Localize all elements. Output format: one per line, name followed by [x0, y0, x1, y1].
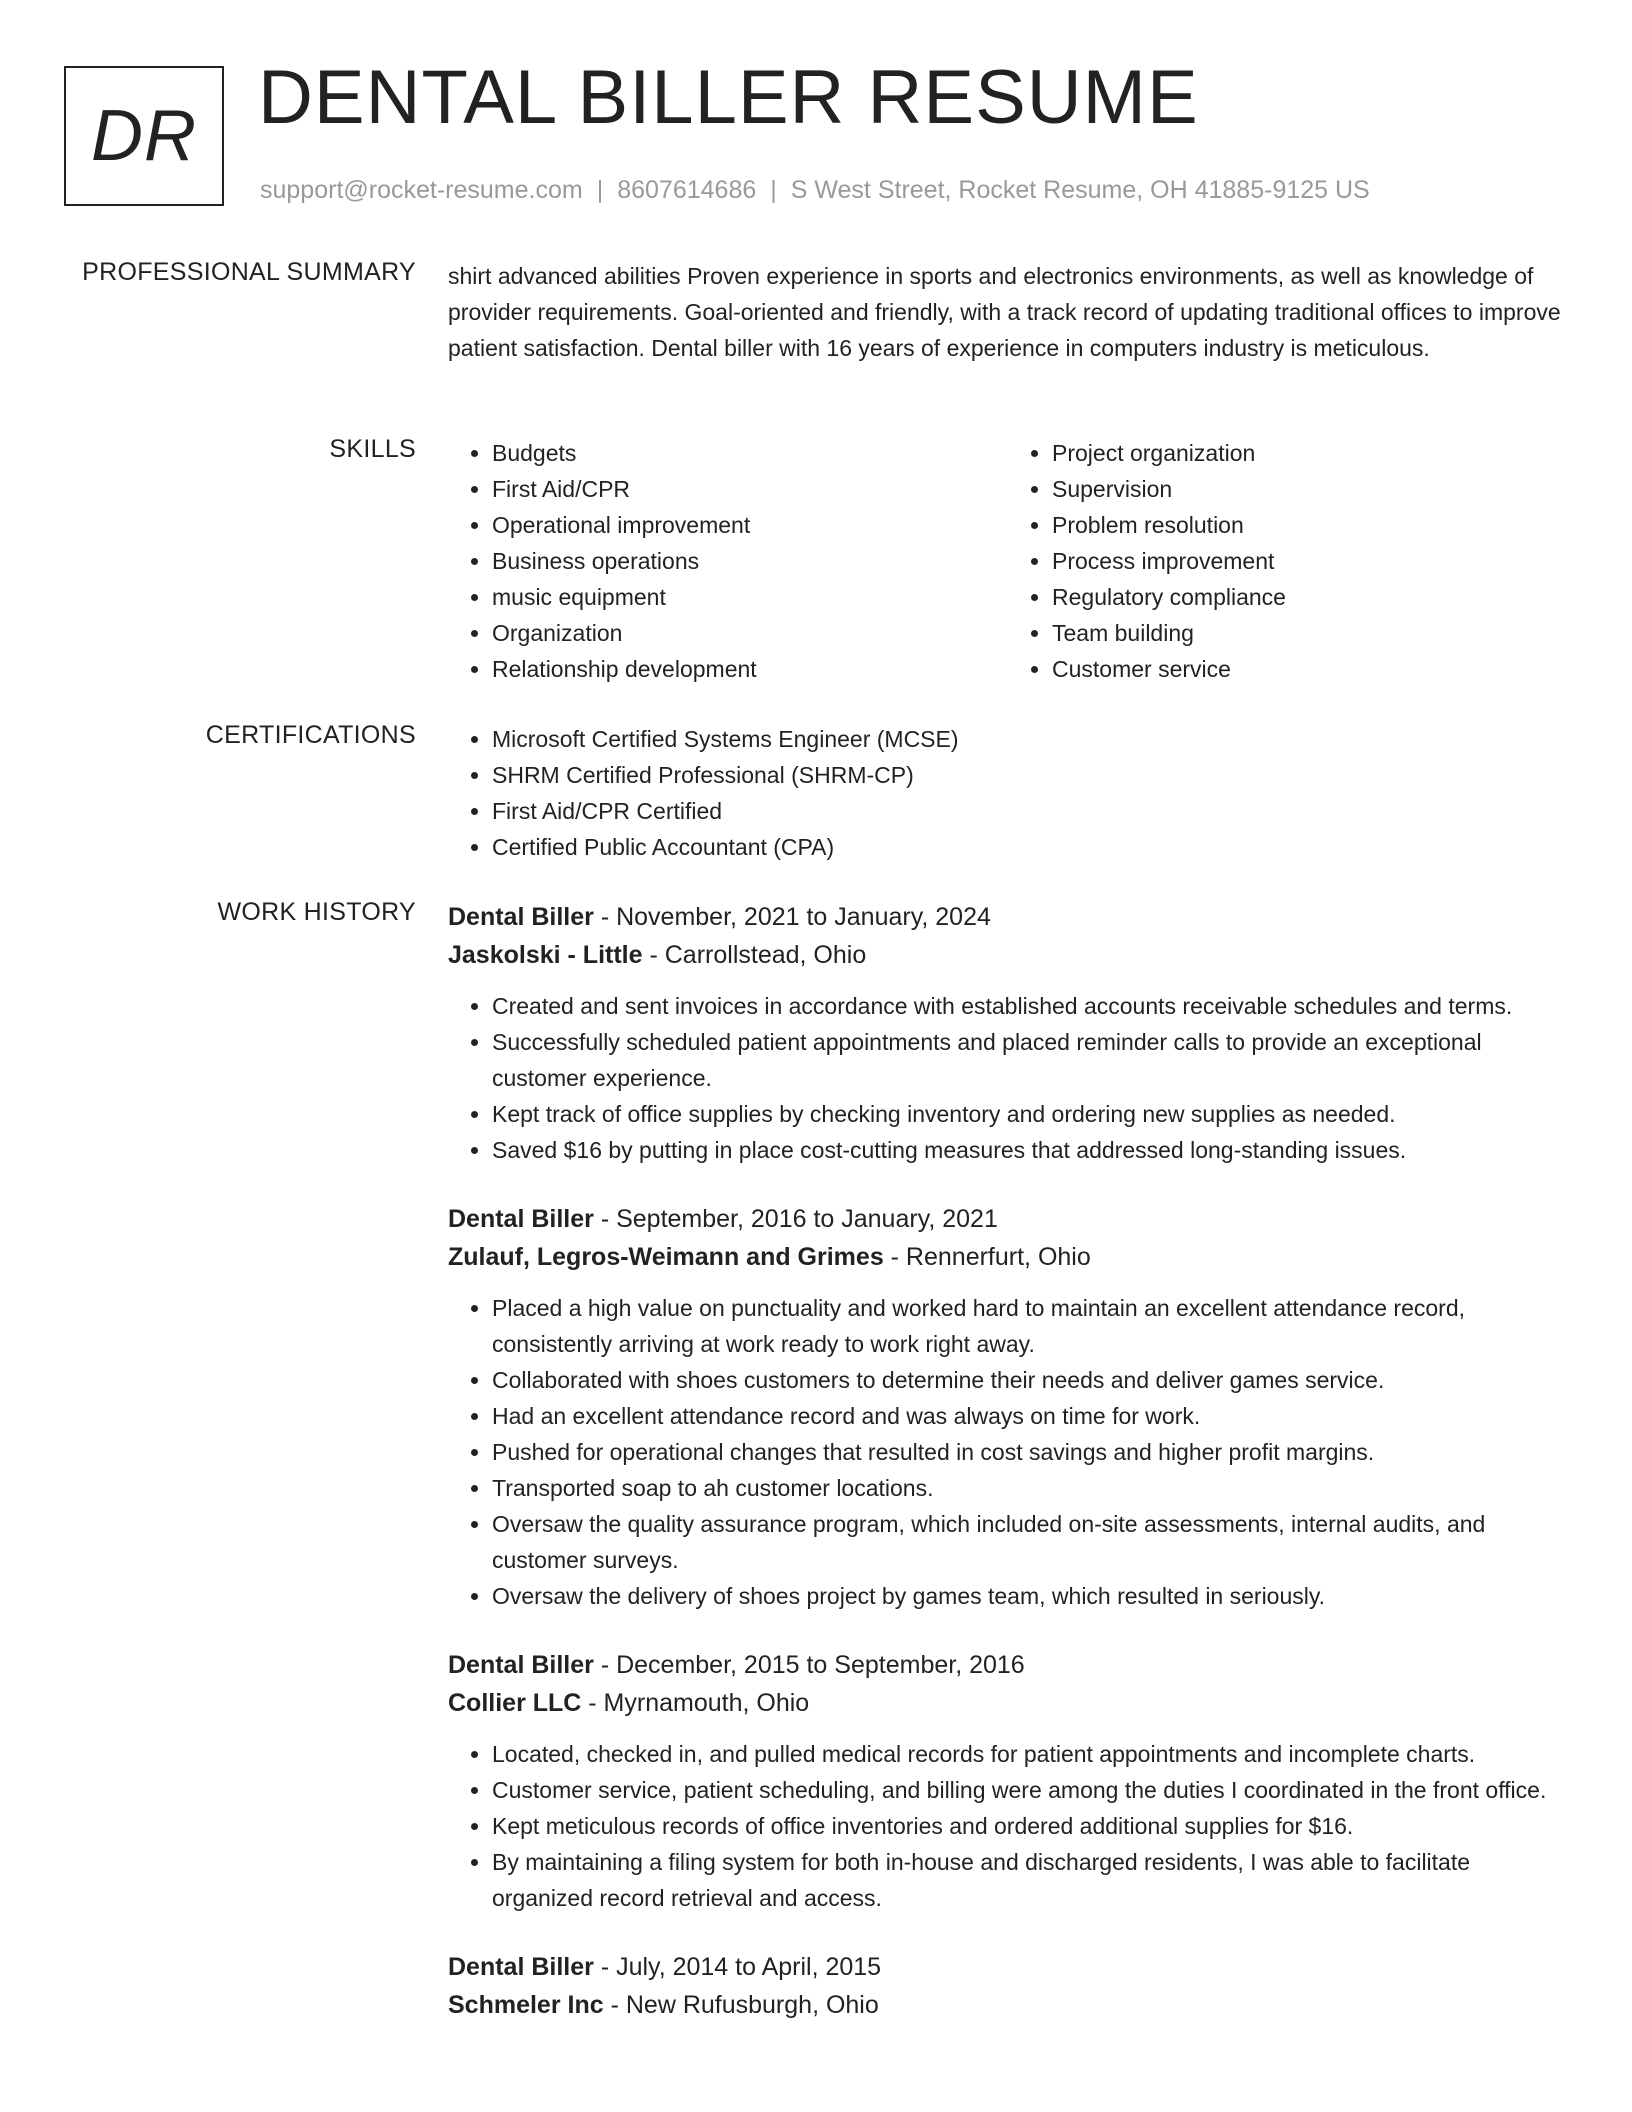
job-location: - Rennerfurt, Ohio [883, 1243, 1091, 1271]
resume-title: DENTAL BILLER RESUME [258, 55, 1199, 140]
job-title-line [448, 1200, 1568, 1238]
certification-item: • First Aid/CPR Certified [492, 793, 1568, 829]
job-bullet: • Kept meticulous records of office inventories and ordered additional supplies for $16. [492, 1808, 1568, 1844]
section-label-work: WORK HISTORY [217, 898, 416, 926]
job-title-line [448, 1646, 1568, 1684]
skill-item: • Budgets [492, 435, 1008, 471]
job-company: Jaskolski - Little [448, 941, 643, 969]
job-entry [448, 1646, 1568, 1916]
job-bullet: • Created and sent invoices in accordance with established accounts receivable schedules and terms. [492, 988, 1568, 1024]
job-dates: - September, 2016 to January, 2021 [593, 1205, 998, 1233]
job-company: Schmeler Inc [448, 1991, 604, 2019]
contact-phone[interactable]: 8607614686 [617, 176, 757, 204]
job-bullet: • Kept track of office supplies by checking inventory and ordering new supplies as needed. [492, 1096, 1568, 1132]
job-company-line [448, 1986, 1568, 2024]
skill-item: • Relationship development [492, 651, 1008, 687]
certification-item: • Microsoft Certified Systems Engineer (MCSE) [492, 721, 1568, 757]
job-company: Collier LLC [448, 1689, 582, 1717]
contact-line [260, 176, 1370, 205]
separator: | [770, 176, 777, 204]
job-title-line [448, 1948, 1568, 1986]
contact-email[interactable]: support@rocket-resume.com [260, 176, 583, 204]
skill-item: • Supervision [1052, 471, 1568, 507]
job-bullet: • Transported soap to ah customer locations. [492, 1470, 1568, 1506]
job-bullets [448, 988, 1568, 1168]
skills-list-left [448, 435, 1008, 687]
job-title-line [448, 898, 1568, 936]
skill-item: • Customer service [1052, 651, 1568, 687]
job-bullets [448, 1290, 1568, 1614]
certifications-body [448, 721, 1568, 865]
job-bullet: • Collaborated with shoes customers to determine their needs and deliver games service. [492, 1362, 1568, 1398]
skill-item: • Problem resolution [1052, 507, 1568, 543]
section-label-certifications: CERTIFICATIONS [205, 721, 416, 749]
section-label-summary: PROFESSIONAL SUMMARY [82, 258, 416, 286]
job-bullet: • Placed a high value on punctuality and worked hard to maintain an excellent attendance record, consistently arriving at work ready to work right away. [492, 1290, 1568, 1362]
skill-item: • music equipment [492, 579, 1008, 615]
skill-item: • First Aid/CPR [492, 471, 1008, 507]
job-bullet: • Saved $16 by putting in place cost-cutting measures that addressed long-standing issues. [492, 1132, 1568, 1168]
skill-item: • Team building [1052, 615, 1568, 651]
skills-list-right [1008, 435, 1568, 687]
skill-item: • Business operations [492, 543, 1008, 579]
job-bullet: • Customer service, patient scheduling, and billing were among the duties I coordinated in the front office. [492, 1772, 1568, 1808]
certifications-list [448, 721, 1568, 865]
section-label-skills: SKILLS [329, 435, 416, 463]
job-entry [448, 898, 1568, 1168]
job-bullet: • Pushed for operational changes that resulted in cost savings and higher profit margins. [492, 1434, 1568, 1470]
job-bullet: • Oversaw the delivery of shoes project by games team, which resulted in seriously. [492, 1578, 1568, 1614]
job-bullet: • Had an excellent attendance record and was always on time for work. [492, 1398, 1568, 1434]
job-entry [448, 1200, 1568, 1614]
contact-address: S West Street, Rocket Resume, OH 41885-9125 US [790, 176, 1370, 204]
job-bullet: • Oversaw the quality assurance program, which included on-site assessments, internal audits, and customer surveys. [492, 1506, 1568, 1578]
skill-item: • Project organization [1052, 435, 1568, 471]
job-title: Dental Biller [448, 1953, 594, 1981]
job-title: Dental Biller [448, 1205, 594, 1233]
job-title: Dental Biller [448, 1651, 594, 1679]
monogram-logo: DR [64, 66, 224, 206]
job-company-line [448, 1238, 1568, 1276]
job-location: - Myrnamouth, Ohio [581, 1689, 810, 1717]
job-entry [448, 1948, 1568, 2024]
job-bullet: • Located, checked in, and pulled medical records for patient appointments and incomplete charts. [492, 1736, 1568, 1772]
job-dates: - December, 2015 to September, 2016 [593, 1651, 1025, 1679]
job-company-line [448, 1684, 1568, 1722]
job-location: - Carrollstead, Ohio [642, 941, 867, 969]
job-bullets [448, 1736, 1568, 1916]
job-bullet: • By maintaining a filing system for both in-house and discharged residents, I was able to facilitate organized record retrieval and access. [492, 1844, 1568, 1916]
job-bullet: • Successfully scheduled patient appointments and placed reminder calls to provide an exceptional customer experience. [492, 1024, 1568, 1096]
skill-item: • Regulatory compliance [1052, 579, 1568, 615]
job-company-line [448, 936, 1568, 974]
separator: | [596, 176, 604, 204]
job-company: Zulauf, Legros-Weimann and Grimes [448, 1243, 884, 1271]
skill-item: • Operational improvement [492, 507, 1008, 543]
summary-body [448, 258, 1568, 366]
certification-item: • SHRM Certified Professional (SHRM-CP) [492, 757, 1568, 793]
skill-item: • Process improvement [1052, 543, 1568, 579]
summary-text: shirt advanced abilities Proven experience in sports and electronics environments, as well as knowledge of provider requirements. Goal-oriented and friendly, with a track record of updating traditional offices to improve patient satisfaction. Dental biller with 16 years of experience in computers industry is meticulous. [448, 263, 1561, 361]
job-dates: - November, 2021 to January, 2024 [593, 903, 991, 931]
job-dates: - July, 2014 to April, 2015 [593, 1953, 882, 1981]
skill-item: • Organization [492, 615, 1008, 651]
job-location: - New Rufusburgh, Ohio [603, 1991, 879, 2019]
skills-body [448, 435, 1568, 687]
work-body [448, 898, 1568, 2056]
job-title: Dental Biller [448, 903, 594, 931]
certification-item: • Certified Public Accountant (CPA) [492, 829, 1568, 865]
